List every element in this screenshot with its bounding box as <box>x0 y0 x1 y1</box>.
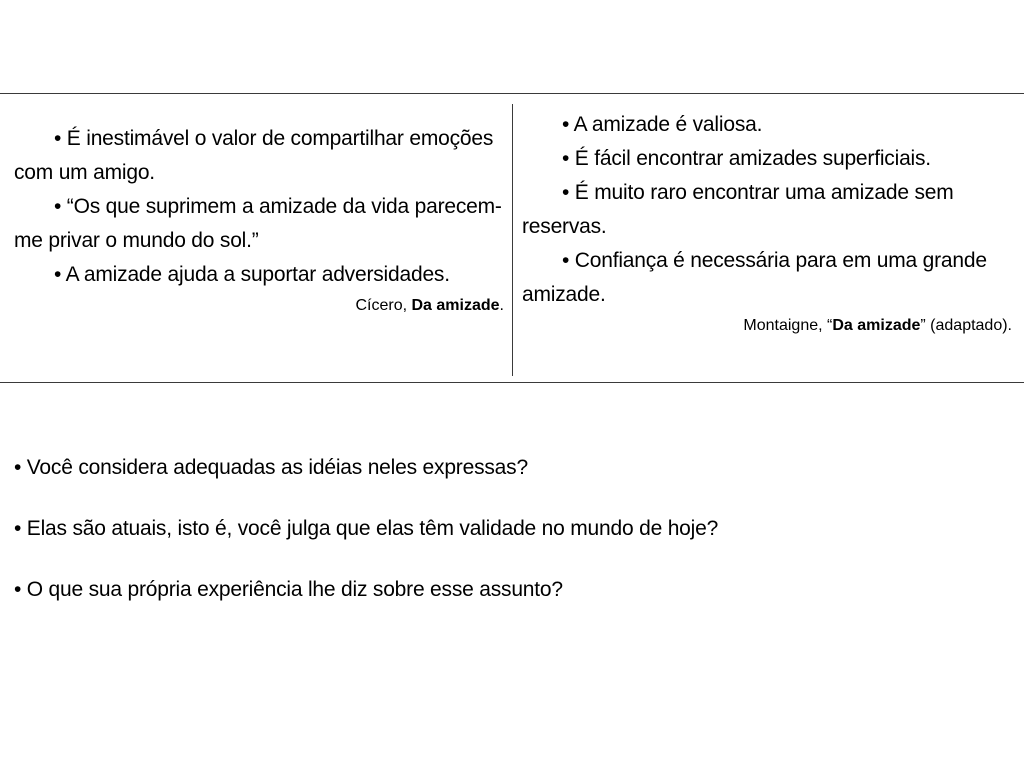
quote-item: • A amizade ajuda a suportar adversidades. <box>54 263 450 286</box>
top-rule <box>0 93 1024 94</box>
bottom-rule <box>0 382 1024 383</box>
attribution-author: Montaigne, “ <box>743 317 833 334</box>
quote-item: • É fácil encontrar amizades superficiais. <box>562 147 931 170</box>
quote-item: • Confiança é necessária para em uma grande amizade. <box>522 249 987 306</box>
column-divider <box>512 104 513 376</box>
attribution-work: Da amizade <box>832 317 921 334</box>
attribution-cicero <box>14 294 504 318</box>
quote-column-montaigne <box>522 108 1012 338</box>
quote-column-cicero <box>14 122 504 318</box>
question-item: • Elas são atuais, isto é, você julga que elas têm validade no mundo de hoje? <box>14 517 719 540</box>
discussion-questions <box>14 452 1014 635</box>
quote-item: • É inestimável o valor de compartilhar emoções com um amigo. <box>14 127 494 184</box>
attribution-work: Da amizade <box>411 297 500 314</box>
quote-item: • “Os que suprimem a amizade da vida parecem-me privar o mundo do sol.” <box>14 195 502 252</box>
attribution-suffix: . <box>499 297 504 314</box>
quote-item: • A amizade é valiosa. <box>562 113 763 136</box>
quote-item: • É muito raro encontrar uma amizade sem reservas. <box>522 181 954 238</box>
question-item: • O que sua própria experiência lhe diz sobre esse assunto? <box>14 578 563 601</box>
question-item: • Você considera adequadas as idéias neles expressas? <box>14 456 528 479</box>
attribution-suffix: ” (adaptado). <box>920 317 1012 334</box>
attribution-author: Cícero, <box>355 297 412 314</box>
attribution-montaigne <box>522 314 1012 338</box>
